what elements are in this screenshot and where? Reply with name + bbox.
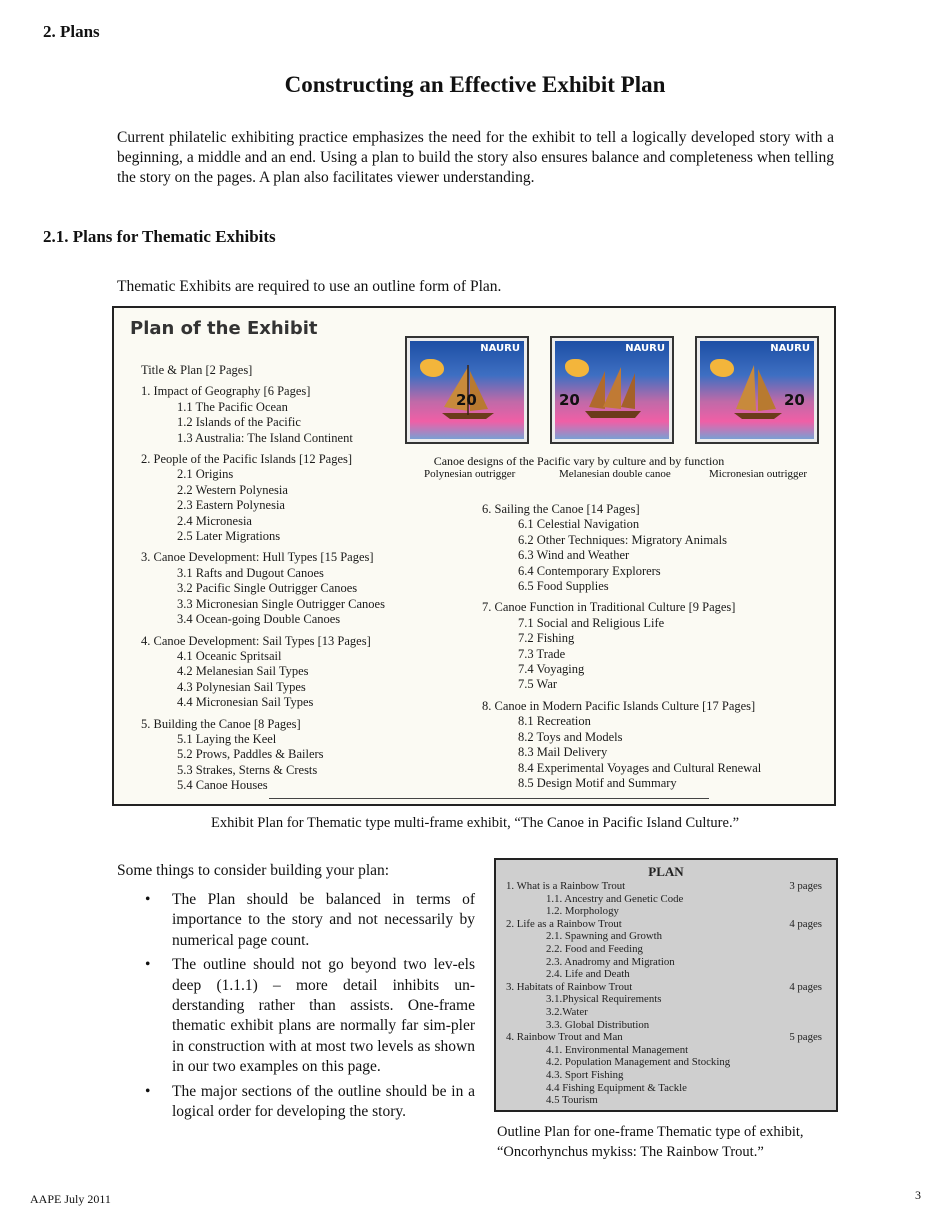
plan-subsection: 7.3 Trade [518, 646, 566, 661]
stamp-melanesian-double-canoe [550, 336, 674, 444]
sailing-canoe-icon [583, 363, 643, 427]
page-number: 3 [915, 1188, 921, 1202]
intro-paragraph: Current philatelic exhibiting practice emphasizes the need for the exhibit to tell a logically developed story with a beginning, a middle and an end. Using a plan to build the story also ensures balance and completeness when telling the story on the pages. A plan also facilitates viewer understanding. [117, 129, 834, 186]
bullet-icon: • [145, 956, 151, 974]
trout-section [506, 918, 822, 931]
trout-section [506, 880, 822, 893]
list-item-text: The Plan should be balanced in terms of importance to the story and not necessarily by numerical page count. [172, 891, 475, 949]
trout-subsection: 3.3. Global Distribution [546, 1018, 650, 1031]
trout-plan-list [506, 880, 822, 1107]
plan-section [141, 550, 431, 627]
plan-subsection: 8.1 Recreation [518, 714, 591, 729]
plan-section [141, 363, 431, 378]
plan-subsection: 8.3 Mail Delivery [518, 745, 608, 760]
stamp-value: 20 [784, 391, 805, 409]
plan-subsection: 7.1 Social and Religious Life [518, 615, 665, 630]
trout-subsection: 4.1. Environmental Management [546, 1043, 689, 1056]
plan-subsection: 2.3 Eastern Polynesia [177, 498, 285, 513]
trout-section [506, 981, 822, 994]
plan-subsection: 2.2 Western Polynesia [177, 482, 288, 497]
trout-section-pages: 3 pages [789, 880, 822, 892]
plan-subsection: 6.1 Celestial Navigation [518, 517, 640, 532]
bullet-icon: • [145, 1082, 151, 1100]
plan-section [141, 634, 431, 711]
plan-subsection: 3.4 Ocean-going Double Canoes [177, 612, 341, 627]
subsection-label: 2.1. Plans for Thematic Exhibits [43, 227, 276, 246]
trout-section-pages: 5 pages [789, 1031, 822, 1044]
trout-subsection: 2.3. Anadromy and Migration [546, 955, 675, 968]
plan-subsection: 8.4 Experimental Voyages and Cultural Renewal [518, 760, 762, 775]
trout-section [506, 1031, 822, 1044]
stamp-image [410, 341, 524, 439]
plan-subsection: 1.2 Islands of the Pacific [177, 415, 301, 430]
plan-section [482, 699, 822, 791]
trout-section-pages: 4 pages [789, 917, 822, 930]
section-label: 2. Plans [43, 22, 100, 41]
plan-section-title: 7. Canoe Function in Traditional Culture [9 Pages] [482, 600, 736, 615]
trout-plan-figure [494, 858, 838, 1112]
stamp-label: Polynesian outrigger [424, 468, 516, 480]
trout-subsection: 1.2. Morphology [546, 905, 619, 918]
plan-subsection: 3.1 Rafts and Dugout Canoes [177, 565, 324, 580]
plan-section-title: 8. Canoe in Modern Pacific Islands Culture [17 Pages] [482, 698, 756, 713]
stamp-micronesian-outrigger [695, 336, 819, 444]
plan-subsection: 3.2 Pacific Single Outrigger Canoes [177, 581, 358, 596]
plan-subsection: 7.5 War [518, 677, 558, 692]
trout-subsection: 4.4 Fishing Equipment & Tackle [546, 1081, 687, 1094]
trout-subsection: 4.5 Tourism [546, 1094, 598, 1107]
plan-subsection: 6.2 Other Techniques: Migratory Animals [518, 532, 727, 547]
trout-section-title: 1. What is a Rainbow Trout [506, 880, 626, 892]
exhibit-plan-figure [112, 306, 836, 806]
bullet-icon: • [145, 891, 151, 908]
plan-section-title: 5. Building the Canoe [8 Pages] [141, 716, 301, 731]
trout-subsection: 2.1. Spawning and Growth [546, 930, 663, 943]
plan-section-title: 6. Sailing the Canoe [14 Pages] [482, 502, 640, 516]
plan-section-title: Title & Plan [2 Pages] [141, 363, 253, 377]
list-item [145, 890, 475, 951]
stamp-value: 20 [456, 391, 477, 409]
plan-subsection: 6.3 Wind and Weather [518, 548, 630, 563]
trout-subsection: 2.4. Life and Death [546, 968, 630, 981]
list-item [145, 1082, 475, 1123]
trout-subsection: 2.2. Food and Feeding [546, 942, 643, 955]
plan-subsection: 8.2 Toys and Models [518, 729, 623, 744]
plan-subsection: 7.2 Fishing [518, 631, 575, 646]
plan-subsection: 5.4 Canoe Houses [177, 778, 268, 793]
plan-section-title: 4. Canoe Development: Sail Types [13 Pages] [141, 633, 371, 648]
stamp-polynesian-outrigger [405, 336, 529, 444]
thematic-note: Thematic Exhibits are required to use an outline form of Plan. [117, 278, 502, 295]
exhibit-plan-caption: Exhibit Plan for Thematic type multi-frame exhibit, “The Canoe in Pacific Island Culture.” [210, 815, 740, 831]
stamp-country: NAURU [480, 343, 520, 354]
plan-section [141, 452, 431, 544]
stamp-country: NAURU [770, 343, 810, 354]
plan-subsection: 5.2 Prows, Paddles & Bailers [177, 747, 324, 762]
trout-subsection: 4.3. Sport Fishing [546, 1068, 624, 1081]
stamp-country: NAURU [625, 343, 665, 354]
plan-subsection: 4.1 Oceanic Spritsail [177, 648, 282, 663]
plan-subsection: 1.1 The Pacific Ocean [177, 399, 288, 414]
stamp-label: Melanesian double canoe [559, 468, 671, 480]
plan-subsection: 8.5 Design Motif and Summary [518, 775, 677, 790]
plan-subsection: 6.5 Food Supplies [518, 579, 609, 594]
plan-section [141, 717, 431, 794]
plan-subsection: 7.4 Voyaging [518, 662, 585, 677]
plan-section-title: 2. People of the Pacific Islands [12 Pages] [141, 452, 353, 467]
trout-section-title: 2. Life as a Rainbow Trout [506, 917, 622, 930]
exhibit-plan-right-column [482, 502, 822, 791]
trout-plan-caption: Outline Plan for one-frame Thematic type of exhibit, “Oncorhynchus mykiss: The Rainbow Trout.” [497, 1124, 804, 1160]
list-item-text: The major sections of the outline should be in a logical order for developing the story. [172, 1082, 475, 1121]
trout-section-title: 4. Rainbow Trout and Man [506, 1031, 623, 1044]
trout-subsection: 4.2. Population Management and Stocking [546, 1056, 731, 1069]
trout-subsection: 3.2.Water [546, 1005, 588, 1018]
consider-list [145, 890, 475, 1126]
stamp-value: 20 [559, 391, 580, 409]
list-item [145, 955, 475, 1077]
page-title: Constructing an Effective Exhibit Plan [284, 72, 666, 97]
plan-subsection: 5.1 Laying the Keel [177, 731, 277, 746]
plan-section [482, 600, 822, 692]
list-item-text: The outline should not go beyond two lev-els deep (1.1.1) – more detail inhibits un-derstanding rather than assists. One-frame thematic exhibit plans are normally far sim-pler in construction with at most two levels as shown in our two examples on this page. [172, 956, 475, 1076]
trout-subsection: 1.1. Ancestry and Genetic Code [546, 892, 684, 905]
trout-subsection: 3.1.Physical Requirements [546, 993, 662, 1006]
plan-section-title: 3. Canoe Development: Hull Types [15 Pages] [141, 550, 374, 565]
consider-title: Some things to consider building your plan: [117, 862, 390, 879]
plan-subsection: 2.1 Origins [177, 467, 234, 482]
plan-section [141, 384, 431, 446]
plan-subsection: 2.5 Later Migrations [177, 529, 281, 544]
plan-subsection: 5.3 Strakes, Sterns & Crests [177, 762, 318, 777]
footer-date: AAPE July 2011 [30, 1192, 111, 1206]
stamp-image [700, 341, 814, 439]
plan-section [482, 502, 822, 594]
plan-subsection: 3.3 Micronesian Single Outrigger Canoes [177, 596, 385, 611]
stamp-label: Micronesian outrigger [709, 468, 808, 480]
divider-line [269, 798, 709, 799]
plan-subsection: 4.3 Polynesian Sail Types [177, 679, 306, 694]
plan-section-title: 1. Impact of Geography [6 Pages] [141, 384, 311, 399]
stamp-image [555, 341, 669, 439]
trout-section-title: 3. Habitats of Rainbow Trout [506, 980, 633, 993]
plan-subsection: 6.4 Contemporary Explorers [518, 563, 661, 578]
stamp-caption: Canoe designs of the Pacific vary by culture and by function [433, 454, 725, 468]
sailing-canoe-icon [728, 363, 788, 427]
exhibit-plan-heading: Plan of the Exhibit [130, 318, 318, 339]
plan-subsection: 4.4 Micronesian Sail Types [177, 695, 314, 710]
trout-plan-heading: PLAN [648, 864, 684, 879]
trout-section-pages: 4 pages [789, 980, 822, 993]
exhibit-plan-left-column [141, 363, 431, 794]
plan-subsection: 4.2 Melanesian Sail Types [177, 664, 309, 679]
plan-subsection: 1.3 Australia: The Island Continent [177, 430, 353, 445]
plan-subsection: 2.4 Micronesia [177, 513, 252, 528]
